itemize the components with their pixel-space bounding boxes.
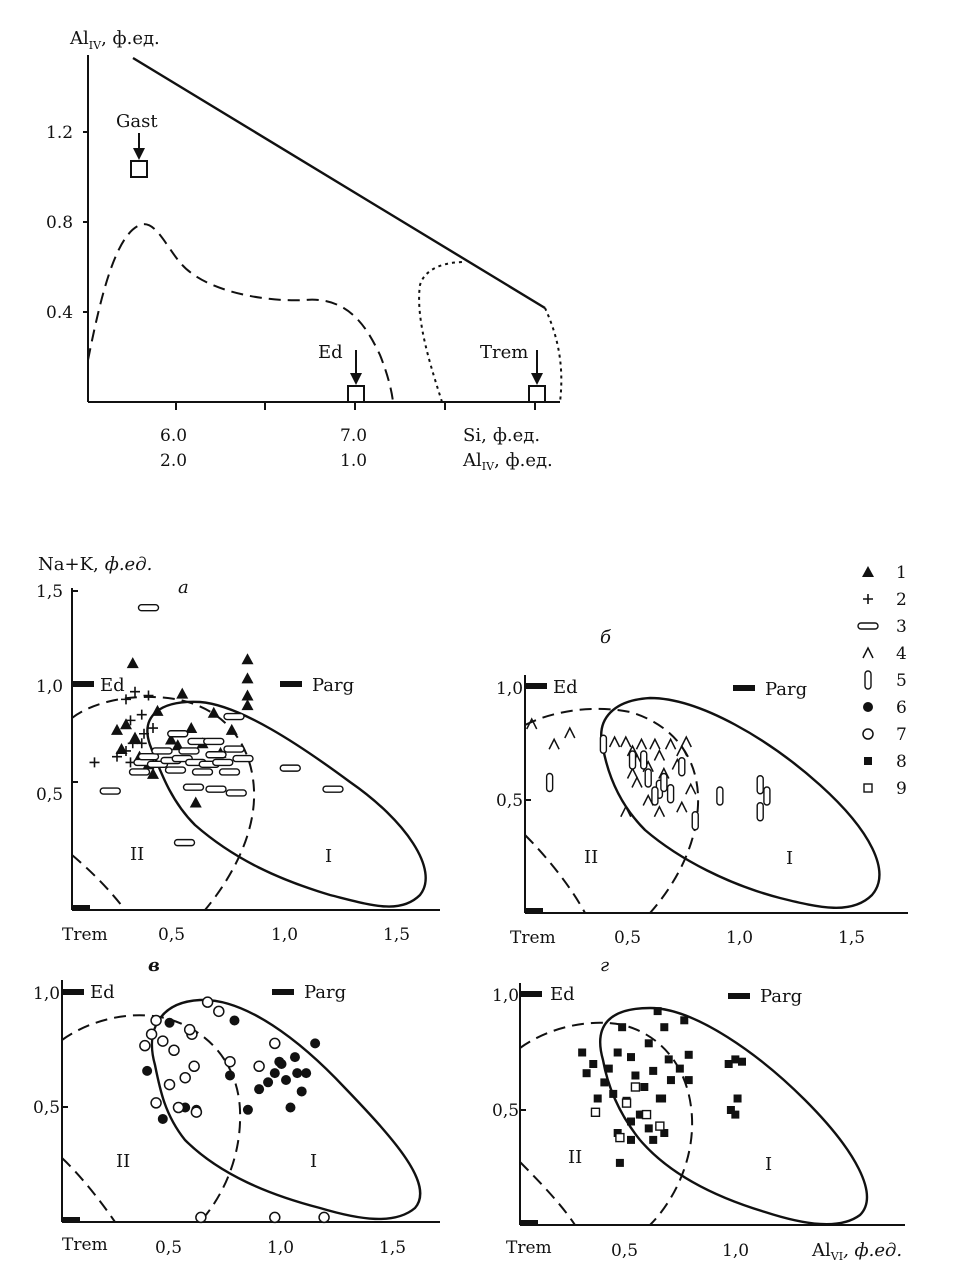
trem-arrowhead: [531, 373, 543, 385]
data-point-series-3: [323, 786, 343, 792]
data-point-series-9: [616, 1134, 624, 1142]
panel-b-ed-label: Ed: [553, 677, 578, 698]
data-point-series-9: [656, 1122, 664, 1130]
panel-g-points: [578, 1007, 746, 1167]
data-point-series-8: [583, 1069, 591, 1077]
panel-b: [496, 627, 908, 948]
panel-b-title: б: [600, 627, 611, 648]
panel-v-x-tick-label: 1,0: [267, 1238, 295, 1258]
data-point-series-4: [636, 739, 646, 749]
panel-g: [492, 955, 905, 1263]
data-point-series-3: [139, 605, 159, 611]
data-point-series-5: [645, 769, 651, 787]
panel-v-ed-label: Ed: [90, 982, 115, 1003]
panel-a-field-ii: [72, 697, 254, 910]
panel-g-field-ii-label: II: [568, 1147, 583, 1168]
panel-v: [33, 955, 440, 1258]
data-point-series-5: [764, 787, 770, 805]
data-point-series-3: [204, 738, 224, 744]
data-point-series-8: [680, 1016, 688, 1024]
legend-label-7: 7: [896, 725, 907, 745]
data-point-series-4: [681, 737, 691, 747]
data-point-series-8: [685, 1076, 693, 1084]
data-point-series-7: [214, 1006, 224, 1016]
top-y-tick-label: 0.8: [46, 213, 74, 233]
panel-b-field-i: [601, 698, 879, 908]
data-point-series-9: [631, 1083, 639, 1091]
data-point-series-7: [203, 997, 213, 1007]
panel-g-origin-marker: [520, 1220, 538, 1225]
top-x-tick-label-si: 7.0: [340, 426, 368, 446]
data-point-series-5: [679, 758, 685, 776]
top-upper-boundary-line: [133, 58, 545, 308]
data-point-series-4: [632, 778, 642, 788]
panel-a-ed-marker: [72, 681, 94, 687]
panel-g-x-tick-label: 1,0: [722, 1241, 750, 1261]
panel-v-y-tick-label: 1,0: [33, 984, 61, 1004]
panel-b-ed-marker: [525, 683, 547, 689]
data-point-series-6: [263, 1077, 273, 1087]
data-point-series-3: [152, 748, 172, 754]
trem-label: Trem: [480, 342, 529, 363]
data-point-series-8: [578, 1049, 586, 1057]
top-end-member-gast: [116, 111, 158, 177]
panel-b-x-tick-label: 0,5: [614, 928, 642, 948]
data-point-series-7: [196, 1212, 206, 1222]
panel-a-parg-marker: [280, 681, 302, 687]
panel-v-ed-marker: [62, 989, 84, 995]
data-point-series-6: [243, 1105, 253, 1115]
panel-a-title: а: [178, 577, 189, 598]
data-point-series-1: [176, 688, 188, 699]
panel-a-origin-marker: [72, 905, 90, 910]
data-point-series-8: [665, 1055, 673, 1063]
data-point-series-4: [666, 739, 676, 749]
data-point-series-5: [757, 803, 763, 821]
data-point-series-7: [140, 1041, 150, 1051]
legend-label-3: 3: [896, 617, 907, 637]
data-point-series-8: [640, 1083, 648, 1091]
panel-v-parg-marker: [272, 989, 294, 995]
panel-a-x-tick-label: 1,0: [271, 925, 299, 945]
data-point-series-4: [654, 807, 664, 817]
data-point-series-7: [225, 1057, 235, 1067]
data-point-series-4: [549, 739, 559, 749]
data-point-series-7: [270, 1038, 280, 1048]
data-point-series-8: [645, 1039, 653, 1047]
panel-v-x-tick-label: 1,5: [379, 1238, 407, 1258]
data-point-series-5: [641, 751, 647, 769]
data-point-series-8: [660, 1023, 668, 1031]
data-point-series-6: [158, 1114, 168, 1124]
data-point-series-1: [152, 705, 164, 716]
data-point-series-6: [165, 1018, 175, 1028]
data-point-series-6: [301, 1068, 311, 1078]
data-point-series-6: [270, 1068, 280, 1078]
data-point-series-4: [686, 784, 696, 794]
legend-marker-9: [864, 784, 872, 792]
top-end-member-ed: [318, 342, 364, 402]
data-point-series-1: [127, 657, 139, 668]
data-point-series-3: [175, 840, 195, 846]
panel-a: [36, 554, 440, 945]
top-y-axis-title: $Al_{IV}$, ф.ед.: [70, 28, 160, 52]
data-point-series-8: [654, 1007, 662, 1015]
data-point-series-3: [280, 765, 300, 771]
data-point-series-6: [290, 1052, 300, 1062]
data-point-series-8: [614, 1049, 622, 1057]
data-point-series-8: [627, 1136, 635, 1144]
panel-b-y-tick-label: 1,0: [496, 679, 524, 699]
data-point-series-6: [292, 1068, 302, 1078]
data-point-series-1: [190, 797, 202, 808]
legend-label-1: 1: [896, 563, 907, 583]
data-point-series-7: [189, 1061, 199, 1071]
panel-v-field-ii-label: II: [116, 1151, 131, 1172]
data-point-series-7: [254, 1061, 264, 1071]
data-point-series-5: [757, 776, 763, 794]
data-point-series-1: [242, 699, 254, 710]
panel-b-x-tick-label: 1,5: [838, 928, 866, 948]
data-point-series-8: [609, 1090, 617, 1098]
panel-g-ed-label: Ed: [550, 984, 575, 1005]
panel-a-y-tick-label: 0,5: [36, 785, 64, 805]
data-point-series-9: [591, 1108, 599, 1116]
legend-label-6: 6: [896, 698, 907, 718]
data-point-series-3: [224, 714, 244, 720]
data-point-series-3: [206, 752, 226, 758]
data-point-series-8: [676, 1065, 684, 1073]
data-point-series-2: [130, 687, 140, 697]
top-x-tick-label-al: 1.0: [340, 451, 368, 471]
data-point-series-5: [668, 785, 674, 803]
data-point-series-5: [630, 751, 636, 769]
panel-b-parg-label: Parg: [765, 679, 808, 700]
data-point-series-8: [649, 1136, 657, 1144]
top-x-axis-title-si: Si, ф.ед.: [463, 425, 541, 446]
legend-marker-6: [863, 702, 873, 712]
data-point-series-7: [165, 1080, 175, 1090]
data-point-series-5: [661, 774, 667, 792]
data-point-series-3: [179, 748, 199, 754]
data-point-series-7: [270, 1212, 280, 1222]
legend-label-9: 9: [896, 779, 907, 799]
panel-a-ed-label: Ed: [100, 675, 125, 696]
data-point-series-3: [168, 731, 188, 737]
data-point-series-1: [226, 724, 238, 735]
top-dashed-field: [88, 224, 393, 402]
panel-v-y-tick-label: 0,5: [33, 1098, 61, 1118]
panel-a-y-axis-title: Na+K, ф.ед.: [38, 554, 153, 575]
gast-arrowhead: [133, 148, 145, 160]
panel-a-origin-label: Trem: [62, 925, 108, 945]
panel-a-field-ii-label: II: [130, 844, 145, 865]
legend-label-5: 5: [896, 671, 907, 691]
ed-marker: [348, 386, 364, 402]
data-point-series-9: [643, 1111, 651, 1119]
data-point-series-4: [650, 739, 660, 749]
panel-v-title: в: [148, 955, 160, 976]
data-point-series-3: [224, 746, 244, 752]
legend-label-8: 8: [896, 752, 907, 772]
legend-marker-8: [864, 757, 872, 765]
panel-b-field-ii-label: II: [584, 847, 599, 868]
panel-b-field-ii: [525, 709, 698, 913]
data-point-series-4: [565, 728, 575, 738]
data-point-series-8: [627, 1118, 635, 1126]
panel-g-parg-label: Parg: [760, 986, 803, 1007]
panel-g-parg-marker: [728, 993, 750, 999]
data-point-series-5: [547, 774, 553, 792]
data-point-series-8: [627, 1053, 635, 1061]
panel-b-points: [527, 719, 770, 830]
data-point-series-3: [226, 790, 246, 796]
data-point-series-7: [151, 1015, 161, 1025]
data-point-series-5: [717, 787, 723, 805]
panel-v-x-tick-label: 0,5: [155, 1238, 183, 1258]
top-x-axis-title-al: $Al_{IV}$, ф.ед.: [463, 450, 553, 473]
legend-marker-4: [863, 648, 873, 658]
legend-marker-5: [865, 671, 871, 689]
panel-g-field-i-label: I: [765, 1154, 773, 1175]
panel-v-origin-marker: [62, 1217, 80, 1222]
data-point-series-3: [233, 756, 253, 762]
panel-b-origin-marker: [525, 908, 543, 913]
panel-g-y-tick-label: 1,0: [492, 986, 520, 1006]
data-point-series-8: [589, 1060, 597, 1068]
data-point-series-3: [100, 788, 120, 794]
data-point-series-9: [623, 1099, 631, 1107]
panel-a-y-tick-label: 1,5: [36, 582, 64, 602]
panel-a-y-tick-label: 1,0: [36, 677, 64, 697]
data-point-series-8: [738, 1058, 746, 1066]
panel-v-origin-label: Trem: [62, 1235, 108, 1255]
panel-g-y-tick-label: 0,5: [492, 1101, 520, 1121]
top-x-tick-label-al: 2.0: [160, 451, 188, 471]
data-point-series-7: [319, 1212, 329, 1222]
data-point-series-6: [142, 1066, 152, 1076]
panel-v-field-i-label: I: [310, 1151, 318, 1172]
data-point-series-6: [229, 1015, 239, 1025]
data-point-series-2: [90, 757, 100, 767]
data-point-series-8: [734, 1095, 742, 1103]
legend-label-4: 4: [896, 644, 907, 664]
legend-marker-1: [862, 566, 874, 577]
data-point-series-4: [610, 737, 620, 747]
panel-a-x-tick-label: 0,5: [158, 925, 186, 945]
panel-g-field-ii: [520, 1023, 692, 1225]
panel-g-origin-label: Trem: [506, 1238, 552, 1258]
data-point-series-1: [242, 653, 254, 664]
data-point-series-6: [310, 1038, 320, 1048]
data-point-series-7: [180, 1073, 190, 1083]
data-point-series-6: [285, 1103, 295, 1113]
top-panel: [46, 28, 561, 473]
top-y-tick-label: 0.4: [46, 303, 74, 323]
ed-label: Ed: [318, 342, 343, 363]
top-y-tick-label: 1.2: [46, 123, 74, 143]
data-point-series-7: [191, 1107, 201, 1117]
panel-b-x-tick-label: 1,0: [726, 928, 754, 948]
data-point-series-6: [225, 1070, 235, 1080]
panel-a-points: [90, 605, 344, 846]
data-point-series-8: [685, 1051, 693, 1059]
panel-g-x-tick-label: 0,5: [611, 1241, 639, 1261]
top-dotted-field: [419, 262, 561, 402]
data-point-series-7: [169, 1045, 179, 1055]
data-point-series-2: [148, 723, 158, 733]
data-point-series-2: [137, 710, 147, 720]
top-end-member-trem: [480, 342, 545, 402]
data-point-series-5: [692, 812, 698, 830]
trem-marker: [529, 386, 545, 402]
data-point-series-3: [220, 769, 240, 775]
data-point-series-7: [185, 1025, 195, 1035]
data-point-series-3: [193, 769, 213, 775]
gast-marker: [131, 161, 147, 177]
data-point-series-7: [173, 1103, 183, 1113]
data-point-series-6: [274, 1057, 284, 1067]
legend-marker-3: [858, 623, 878, 629]
panel-a-parg-label: Parg: [312, 675, 355, 696]
data-point-series-8: [605, 1065, 613, 1073]
legend-marker-7: [863, 729, 873, 739]
data-point-series-3: [166, 767, 186, 773]
panel-b-field-i-label: I: [786, 848, 794, 869]
data-point-series-6: [297, 1086, 307, 1096]
top-x-tick-label-si: 6.0: [160, 426, 188, 446]
panel-b-parg-marker: [733, 685, 755, 691]
data-point-series-8: [618, 1023, 626, 1031]
data-point-series-5: [652, 787, 658, 805]
panel-a-x-tick-label: 1,5: [383, 925, 411, 945]
data-point-series-1: [111, 724, 123, 735]
data-point-series-3: [130, 769, 150, 775]
legend-marker-2: [863, 594, 873, 604]
data-point-series-4: [628, 769, 638, 779]
data-point-series-4: [677, 802, 687, 812]
data-point-series-8: [616, 1159, 624, 1167]
data-point-series-4: [654, 751, 664, 761]
legend: [858, 563, 907, 799]
data-point-series-8: [594, 1095, 602, 1103]
data-point-series-8: [667, 1076, 675, 1084]
data-point-series-6: [254, 1084, 264, 1094]
data-point-series-4: [621, 737, 631, 747]
data-point-series-8: [631, 1072, 639, 1080]
data-point-series-3: [213, 759, 233, 765]
data-point-series-8: [600, 1078, 608, 1086]
data-point-series-6: [281, 1075, 291, 1085]
panel-g-ed-marker: [520, 991, 542, 997]
data-point-series-7: [158, 1036, 168, 1046]
data-point-series-8: [645, 1124, 653, 1132]
legend-label-2: 2: [896, 590, 907, 610]
data-point-series-5: [600, 735, 606, 753]
data-point-series-3: [206, 786, 226, 792]
panel-b-y-tick-label: 0,5: [496, 791, 524, 811]
data-point-series-2: [144, 691, 154, 701]
ed-arrowhead: [350, 373, 362, 385]
panel-b-origin-label: Trem: [510, 928, 556, 948]
panel-g-x-axis-title: $Al_{VI}$, ф.ед.: [812, 1240, 903, 1263]
data-point-series-7: [147, 1029, 157, 1039]
panel-v-parg-label: Parg: [304, 982, 347, 1003]
data-point-series-8: [649, 1067, 657, 1075]
gast-label: Gast: [116, 111, 158, 132]
data-point-series-8: [658, 1095, 666, 1103]
data-point-series-3: [184, 784, 204, 790]
panel-a-field-i-label: I: [325, 846, 333, 867]
data-point-series-1: [242, 672, 254, 683]
panel-g-title: г: [600, 955, 610, 976]
data-point-series-1: [242, 690, 254, 701]
data-point-series-7: [151, 1098, 161, 1108]
data-point-series-8: [731, 1111, 739, 1119]
